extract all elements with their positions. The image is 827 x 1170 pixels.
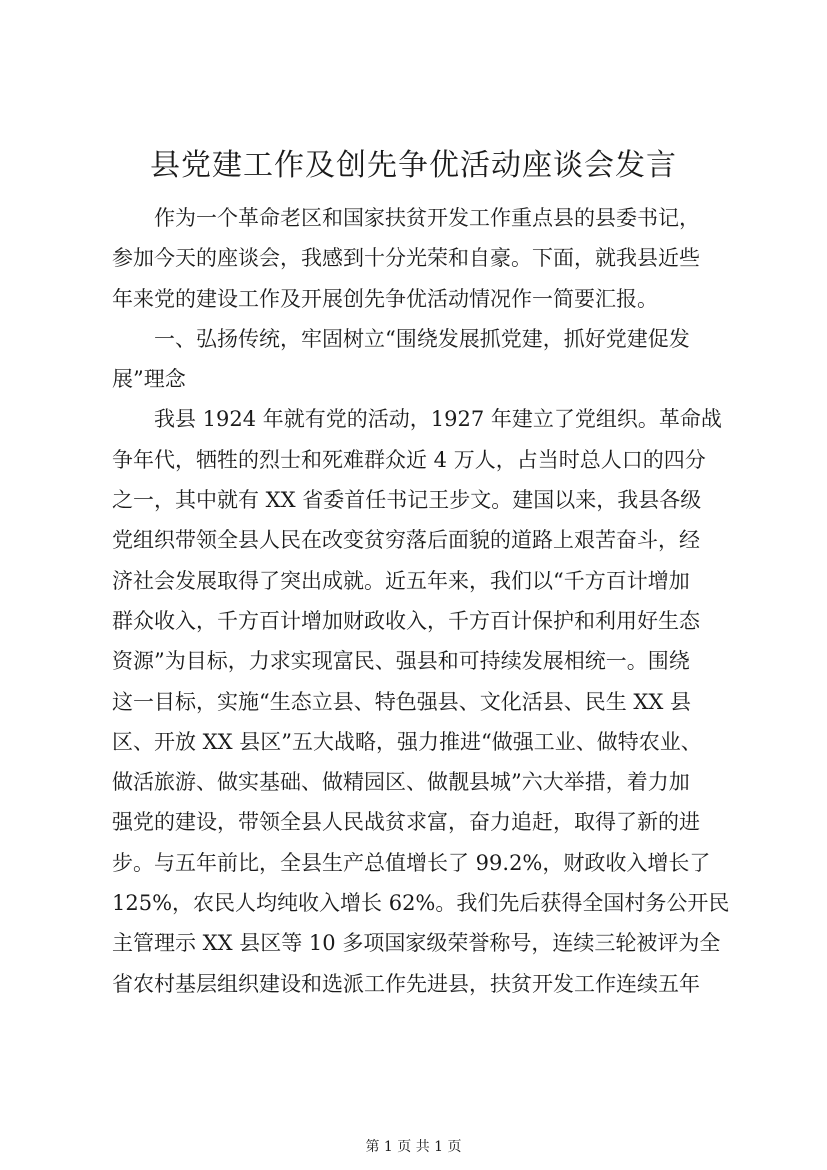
body-line: 之一，其中就有 XX 省委首任书记王步文。建国以来，我县各级 (112, 488, 702, 513)
body-line: 125%，农民人均纯收入增长 62%。我们先后获得全国村务公开民 (112, 891, 730, 916)
page-number-footer: 第 1 页 共 1 页 (365, 1139, 462, 1155)
body-line: 我县 1924 年就有党的活动，1927 年建立了党组织。革命战 (112, 407, 722, 432)
body-line: 做活旅游、做实基础、做精园区、做靓县城”六大举措，着力加 (112, 770, 690, 795)
body-line: 群众收入，千方百计增加财政收入，千方百计保护和利用好生态 (112, 608, 700, 633)
body-line: 主管理示 XX 县区等 10 多项国家级荣誉称号，连续三轮被评为全 (112, 931, 721, 956)
body-line: 济社会发展取得了突出成就。近五年来，我们以“千方百计增加 (112, 568, 690, 593)
section-heading-line: 一、弘扬传统，牢固树立“围绕发展抓党建，抓好党建促发 (112, 326, 690, 351)
body-line: 年来党的建设工作及开展创先争优活动情况作一简要汇报。 (112, 286, 658, 311)
body-line: 争年代，牺牲的烈士和死难群众近 4 万人，占当时总人口的四分 (112, 447, 706, 472)
body-line: 区、开放 XX 县区”五大战略，强力推进“做强工业、做特农业、 (112, 729, 702, 754)
body-line: 强党的建设，带领全县人民战贫求富，奋力追赶，取得了新的进 (112, 810, 700, 835)
body-line: 参加今天的座谈会，我感到十分光荣和自豪。下面，就我县近些 (112, 246, 700, 271)
body-line: 步。与五年前比，全县生产总值增长了 99.2%，财政收入增长了 (112, 850, 711, 875)
section-heading-line: 展”理念 (112, 367, 186, 392)
body-line: 资源”为目标，力求实现富民、强县和可持续发展相统一。围绕 (112, 649, 690, 674)
document-title: 县党建工作及创先争优活动座谈会发言 (150, 148, 677, 183)
body-line: 这一目标，实施“生态立县、特色强县、文化活县、民生 XX 县 (112, 689, 691, 714)
document-body (112, 198, 730, 1004)
body-line: 省农村基层组织建设和选派工作先进县，扶贫开发工作连续五年 (112, 971, 700, 996)
body-line: 作为一个革命老区和国家扶贫开发工作重点县的县委书记， (112, 206, 700, 230)
body-line: 党组织带领全县人民在改变贫穷落后面貌的道路上艰苦奋斗，经 (112, 528, 700, 553)
